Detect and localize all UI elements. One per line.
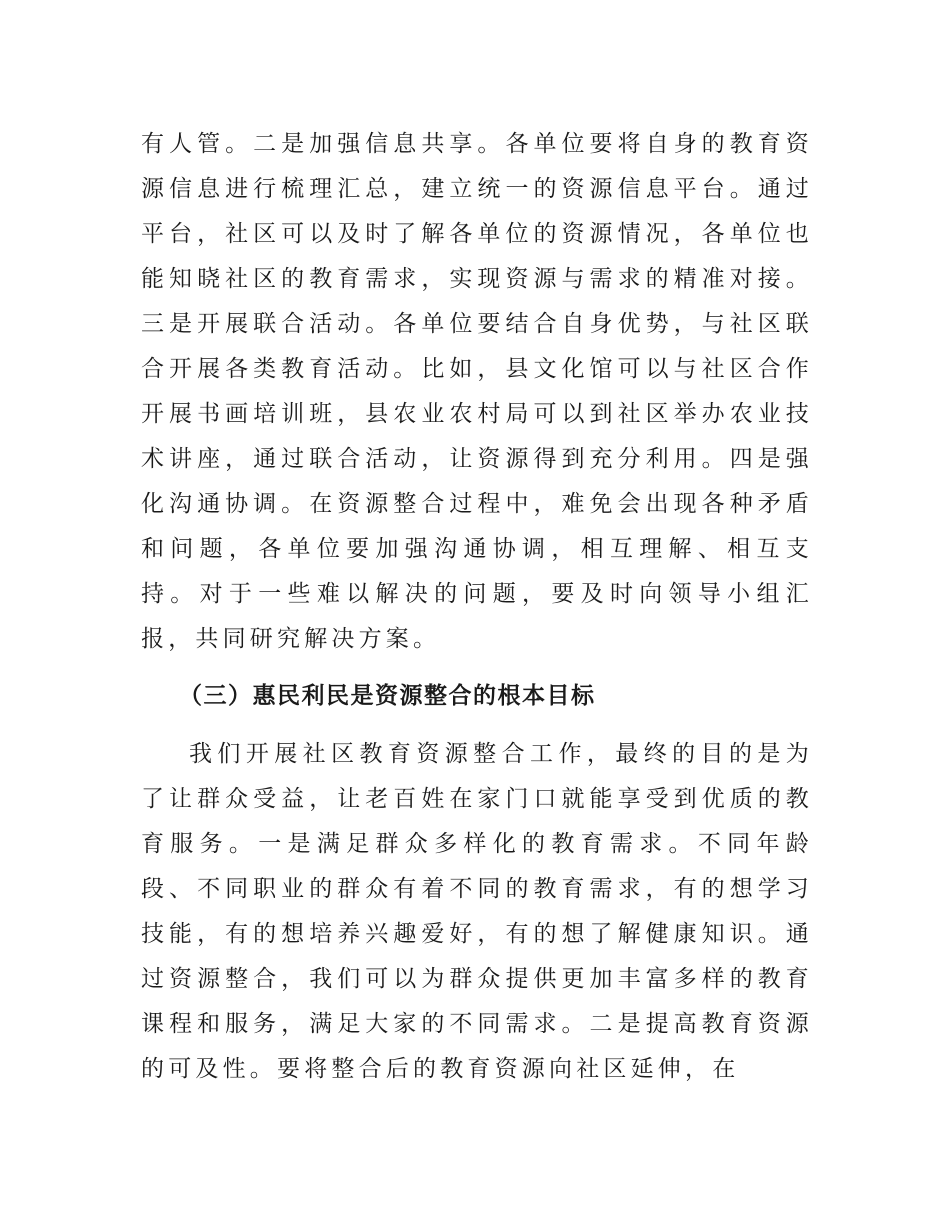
document-body [141,122,813,1092]
body-paragraph: 我们开展社区教育资源整合工作，最终的目的是为了让群众受益，让老百姓在家门口就能享受到优质的教育服务。一是满足群众多样化的教育需求。不同年龄段、不同职业的群众有着不同的教育需求，有的想学习技能，有的想培养兴趣爱好，有的想了解健康知识。通过资源整合，我们可以为群众提供更加丰富多样的教育课程和服务，满足大家的不同需求。二是提高教育资源的可及性。要将整合后的教育资源向社区延伸，在 [141,741,813,1082]
section-heading: （三）惠民利民是资源整合的根本目标 [179,683,596,709]
body-paragraph: 有人管。二是加强信息共享。各单位要将自身的教育资源信息进行梳理汇总，建立统一的资源信息平台。通过平台，社区可以及时了解各单位的资源情况，各单位也能知晓社区的教育需求，实现资源与需求的精准对接。三是开展联合活动。各单位要结合自身优势，与社区联合开展各类教育活动。比如，县文化馆可以与社区合作开展书画培训班，县农业农村局可以到社区举办农业技术讲座，通过联合活动，让资源得到充分利用。四是强化沟通协调。在资源整合过程中，难免会出现各种矛盾和问题，各单位要加强沟通协调，相互理解、相互支持。对于一些难以解决的问题，要及时向领导小组汇报，共同研究解决方案。 [141,131,813,652]
